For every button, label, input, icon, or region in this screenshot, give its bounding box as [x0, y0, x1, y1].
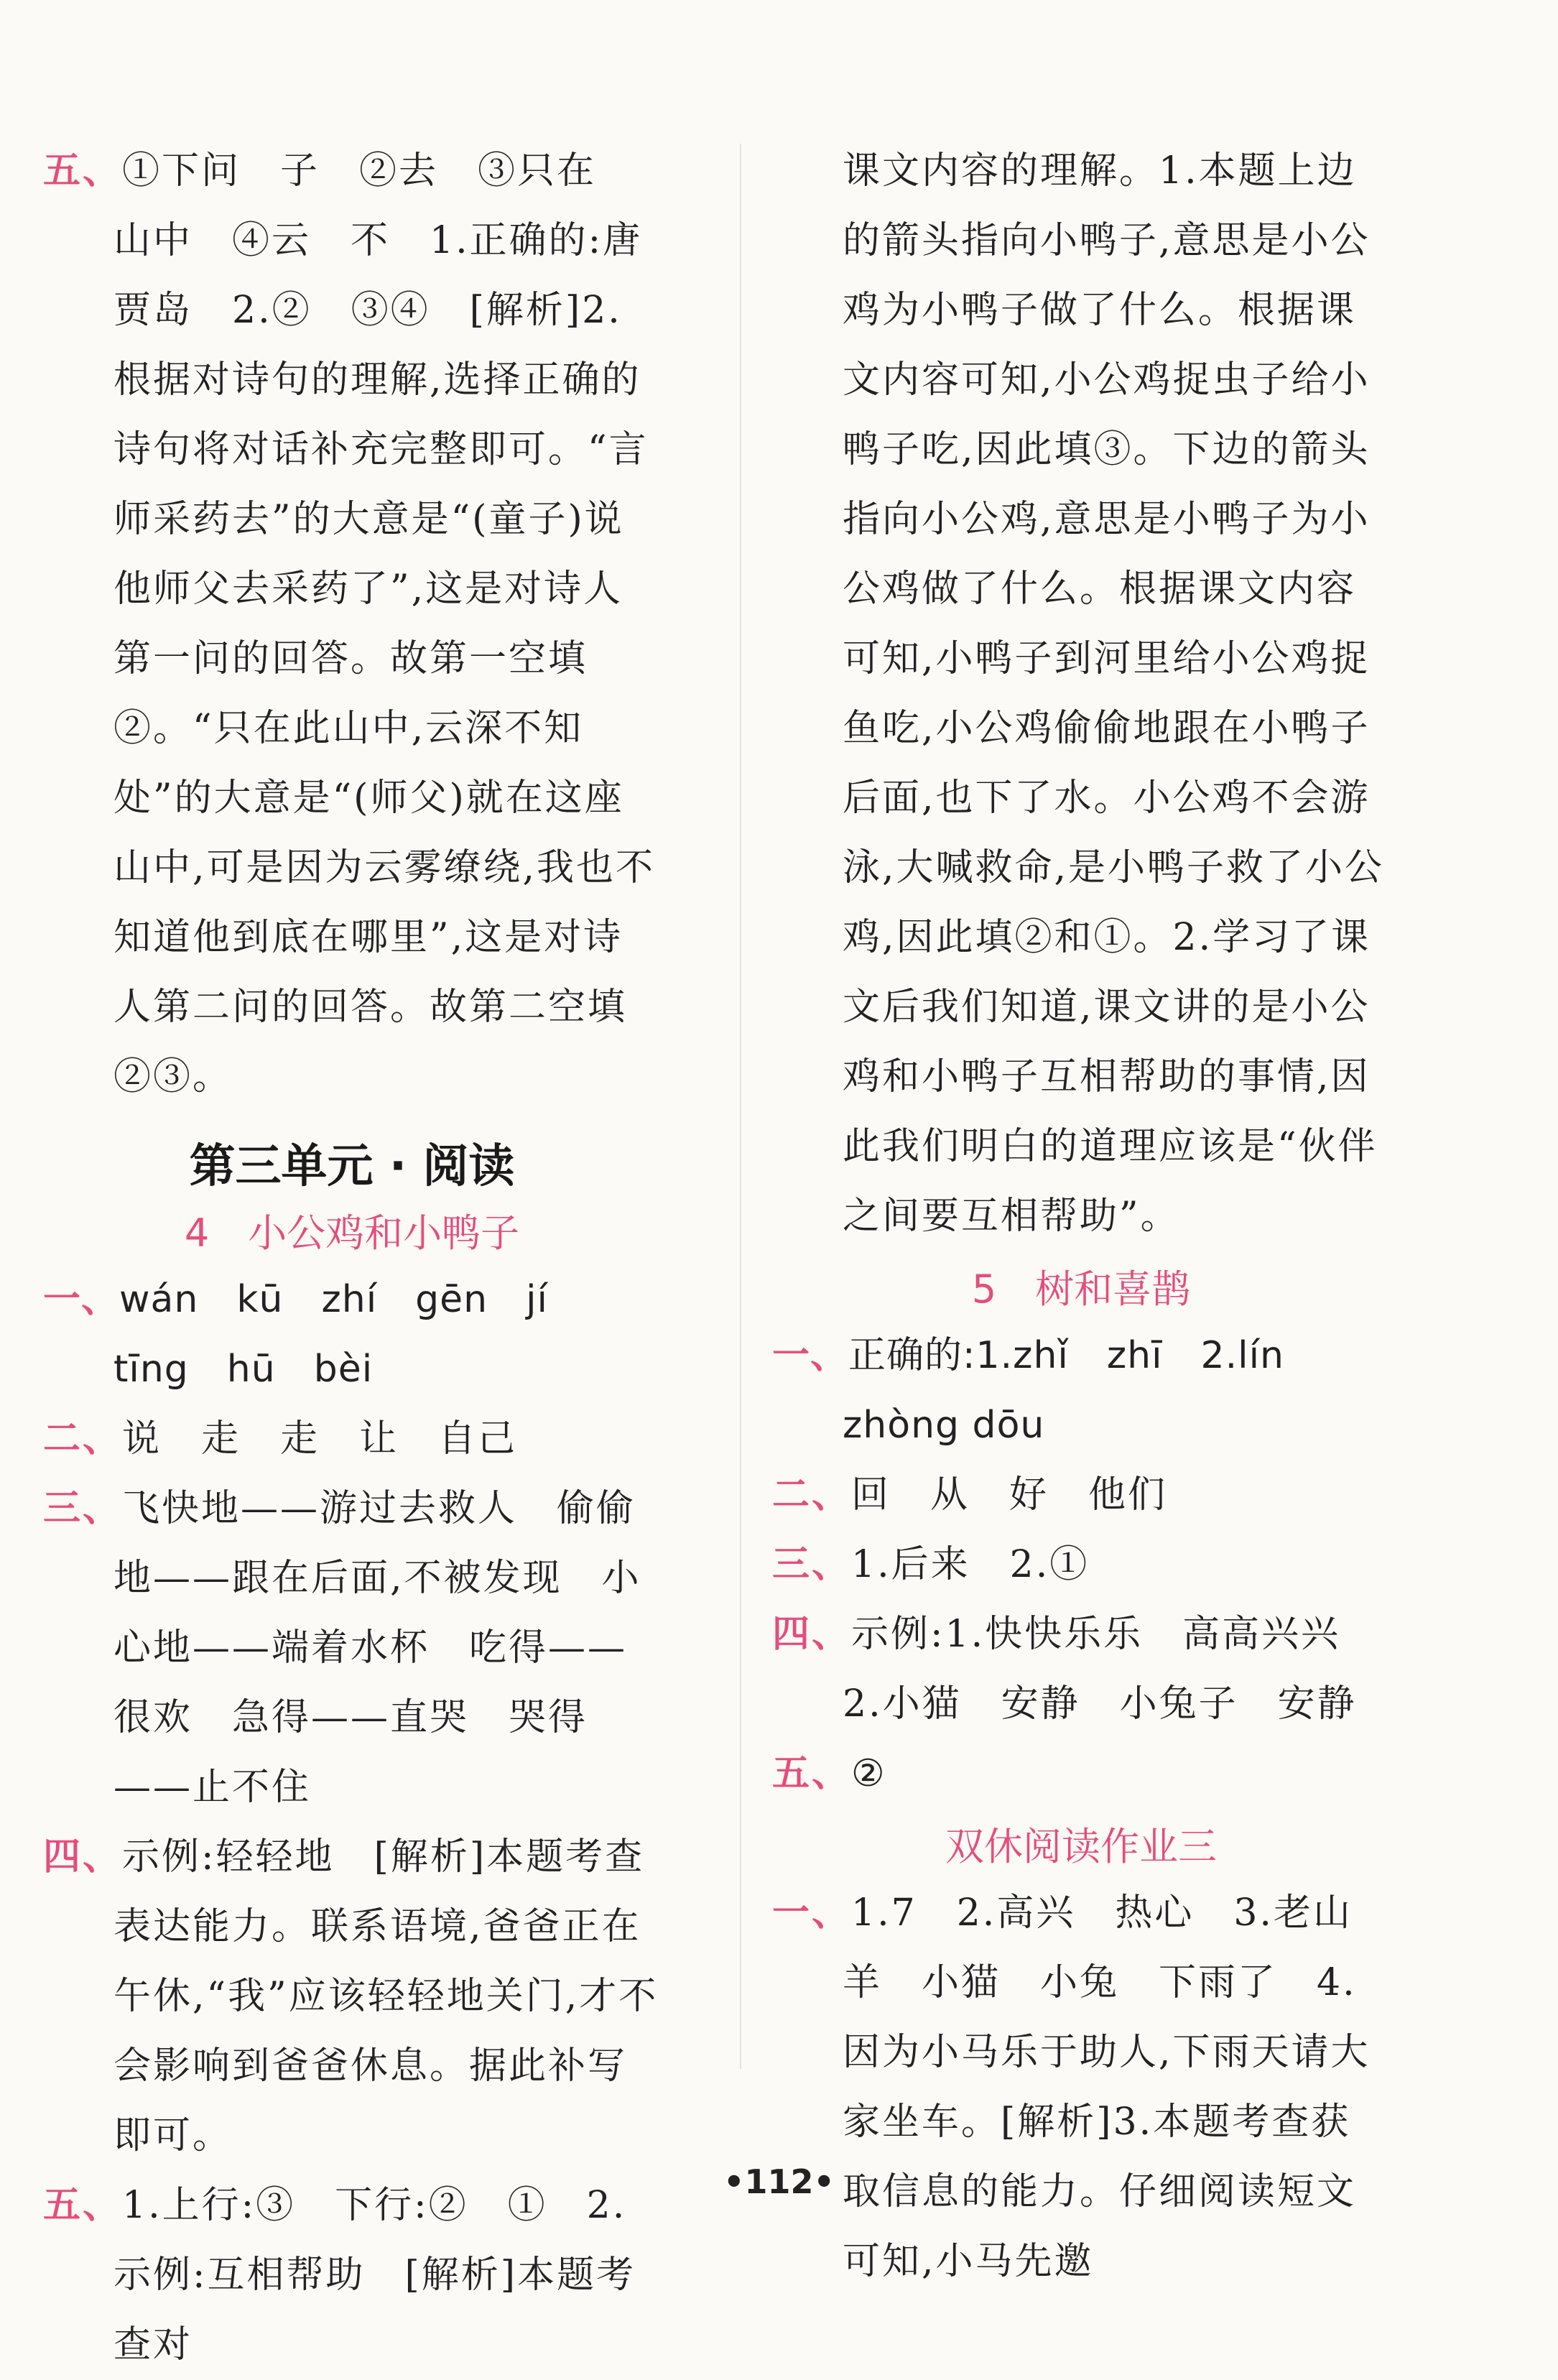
continued-analysis: 课文内容的理解。1.本题上边的箭头指向小鸭子,意思是小公鸡为小鸭子做了什么。根据课文内容可知,小公鸡捉虫子给小鸭子吃,因此填③。下边的箭头指向小公鸡,意思是小鸭子为小公鸡做了什么。根据课文内容可知,小鸭子到河里给小公鸡捉鱼吃,小公鸡偷偷地跟在小鸭子后面,也下了水。小公鸡不会游泳,大喊救命,是小鸭子救了小公鸡,因此填②和①。2.学习了课文后我们知道,课文讲的是小公鸡和小鸭子互相帮助的事情,因此我们明白的道理应该是“伙伴之间要互相帮助”。 — [843, 149, 1385, 1238]
lesson4-question-1 — [43, 1265, 661, 1404]
lesson5-question-1 — [772, 1321, 1390, 1460]
column-divider — [740, 144, 741, 2069]
left-column — [43, 136, 682, 2380]
answer-text: 1.上行:③ 下行:② ① 2.示例:互相帮助 [解析]本题考查对 — [113, 2184, 636, 2366]
answer-text: ② — [851, 1752, 887, 1795]
lesson-4-title: 4 小公鸡和小鸭子 — [184, 1210, 520, 1256]
answer-text: 说 走 走 让 自己 — [122, 1417, 518, 1460]
question-label: 三、 — [772, 1543, 852, 1586]
question-label: 一、 — [772, 1334, 849, 1377]
answer-text: ①下问 子 ②去 ③只在 山中 ④云 不 1.正确的:唐 贾岛 2.② ③④ [解析]2.根据对诗句的理解,选择正确的诗句将对话补充完整即可。“言师采药去”的大意是“(童子)说他师父去采药了”,这是对诗人第一问的回答。故第一空填②。“只在此山中,云深不知处”的大意是“(师父)就在这座山中,可是因为云雾缭绕,我也不知道他到底在哪里”,这是对诗人第二问的回答。故第二空填②③。 — [113, 149, 682, 1098]
question-label: 五、 — [43, 2184, 123, 2227]
answer-text: 飞快地——游过去救人 偷偷地——跟在后面,不被发现 小心地——端着水杯 吃得——很欢 急得——直哭 哭得——止不住 — [113, 1487, 641, 1809]
lesson5-question-3 — [772, 1530, 1390, 1600]
question-label: 三、 — [43, 1487, 123, 1530]
question-label: 二、 — [772, 1473, 852, 1517]
answer-text: 回 从 好 他们 — [851, 1473, 1168, 1517]
answer-text: wán kū zhí gēn jí tīng hū bèi — [113, 1278, 587, 1391]
question-label: 一、 — [43, 1278, 120, 1321]
question-label: 一、 — [772, 1892, 852, 1935]
homework-question-1 — [772, 1879, 1390, 2297]
question-label: 五、 — [772, 1752, 852, 1795]
lesson5-question-4 — [772, 1600, 1390, 1739]
lesson5-question-5 — [772, 1739, 1390, 1809]
question-label: 四、 — [772, 1613, 852, 1656]
weekend-homework-title: 双休阅读作业三 — [945, 1824, 1217, 1869]
answer-text: 正确的:1.zhǐ zhī 2.lín zhòng dōu — [843, 1334, 1323, 1447]
answer-block-5 — [43, 136, 682, 1112]
lesson5-question-2 — [772, 1460, 1390, 1530]
answer-text: 示例:轻轻地 [解析]本题考查表达能力。联系语境,爸爸正在午休,“我”应该轻轻地关门,才不会影响到爸爸休息。据此补写即可。 — [113, 1835, 659, 2157]
lesson4-question-2 — [43, 1404, 661, 1474]
answer-text: 1.后来 2.① — [851, 1543, 1090, 1586]
question-label: 四、 — [43, 1835, 123, 1879]
answer-text: 1.7 2.高兴 热心 3.老山羊 小猫 小兔 下雨了 4.因为小马乐于助人,下雨天请大家坐车。[解析]3.本题考查获取信息的能力。仔细阅读短文可知,小马先邀 — [843, 1892, 1371, 2283]
right-column — [772, 136, 1390, 2297]
question-label: 五、 — [43, 149, 123, 193]
lesson4-question-3 — [43, 1474, 661, 1823]
lesson-5-title: 5 树和喜鹊 — [971, 1267, 1191, 1312]
page-number: •112• — [723, 2162, 835, 2201]
lesson4-question-4 — [43, 1823, 661, 2171]
answer-text: 示例:1.快快乐乐 高高兴兴 2.小猫 安静 小兔子 安静 — [843, 1613, 1381, 1726]
unit-title: 第三单元 · 阅读 — [189, 1140, 515, 1193]
lesson4-question-5 — [43, 2171, 661, 2380]
question-label: 二、 — [43, 1417, 123, 1460]
